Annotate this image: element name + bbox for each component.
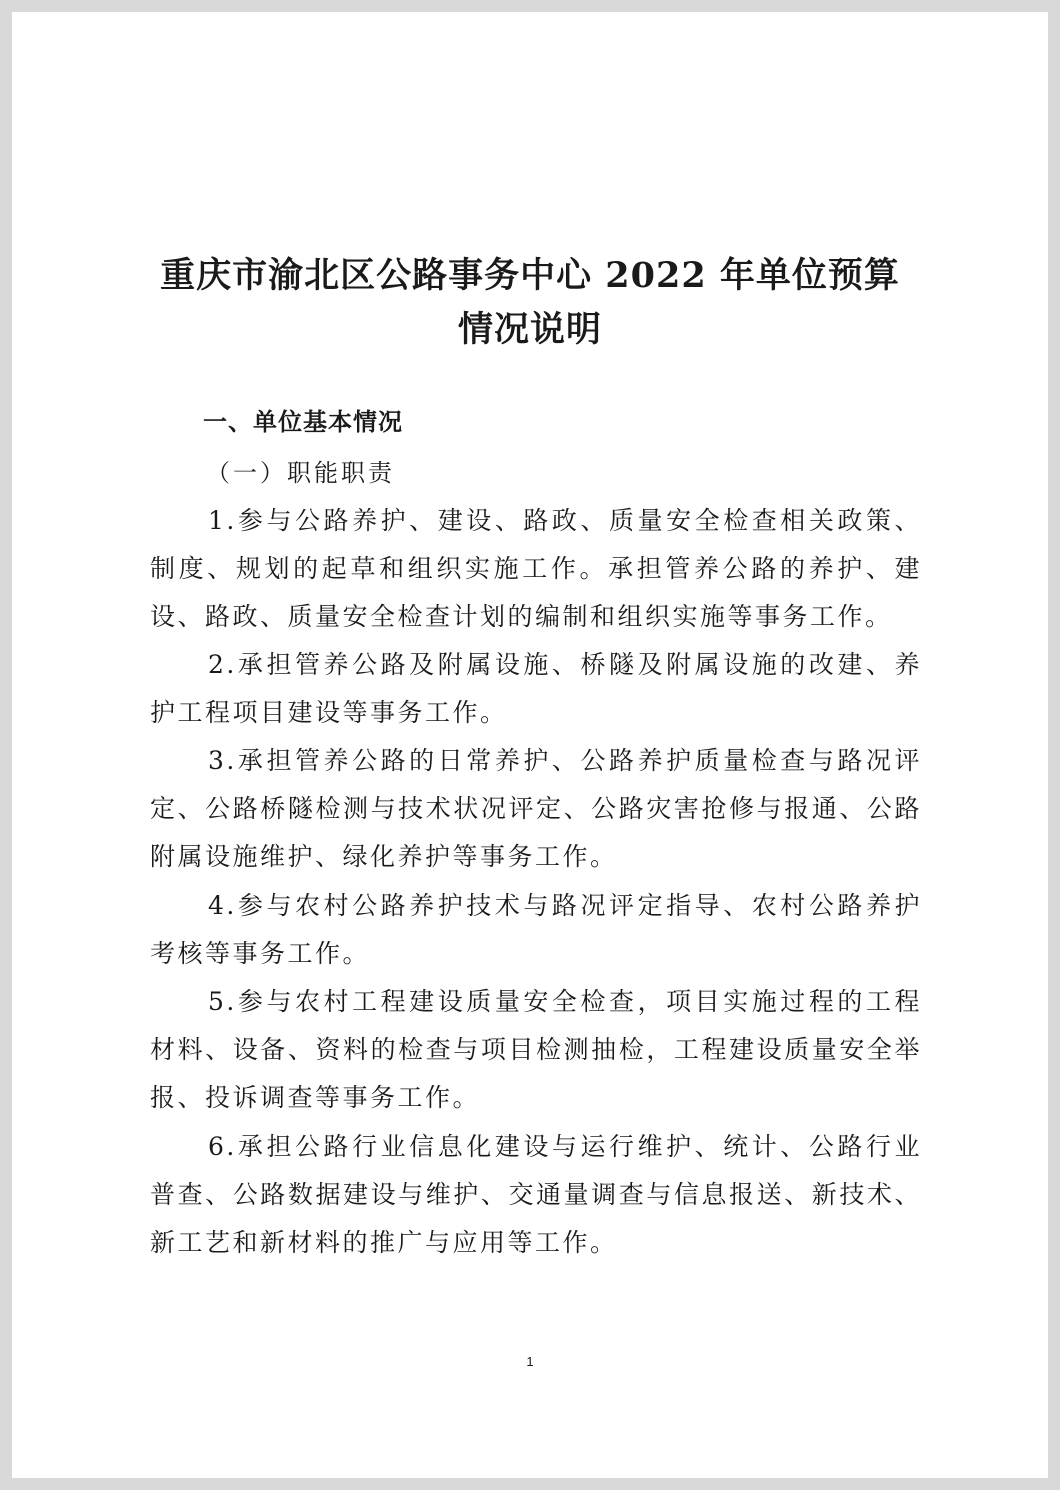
duty-item-2: 2.承担管养公路及附属设施、桥隧及附属设施的改建、养护工程项目建设等事务工作。 <box>150 650 922 727</box>
document-page <box>12 12 1048 1478</box>
document-title-line-2: 情况说明 <box>457 309 602 350</box>
duty-item-5: 5.参与农村工程建设质量安全检查，项目实施过程的工程材料、设备、资料的检查与项目检测抽检，工程建设质量安全举报、投诉调查等事务工作。 <box>150 987 922 1112</box>
subsection-heading: （一）职能职责 <box>206 459 395 487</box>
page-number: 1 <box>526 1354 534 1369</box>
duty-item-3: 3.承担管养公路的日常养护、公路养护质量检查与路况评定、公路桥隧检测与技术状况评定、公路灾害抢修与报通、公路附属设施维护、绿化养护等事务工作。 <box>150 746 922 871</box>
duty-item-1: 1.参与公路养护、建设、路政、质量安全检查相关政策、制度、规划的起草和组织实施工作。承担管养公路的养护、建设、路政、质量安全检查计划的编制和组织实施等事务工作。 <box>150 506 922 631</box>
duty-item-6: 6.承担公路行业信息化建设与运行维护、统计、公路行业普查、公路数据建设与维护、交通量调查与信息报送、新技术、新工艺和新材料的推广与应用等工作。 <box>150 1132 922 1257</box>
duty-item-4: 4.参与农村公路养护技术与路况评定指导、农村公路养护考核等事务工作。 <box>150 891 922 968</box>
section-heading: 一、单位基本情况 <box>203 408 403 436</box>
document-title-line-1: 重庆市渝北区公路事务中心 2022 年单位预算 <box>160 255 900 296</box>
